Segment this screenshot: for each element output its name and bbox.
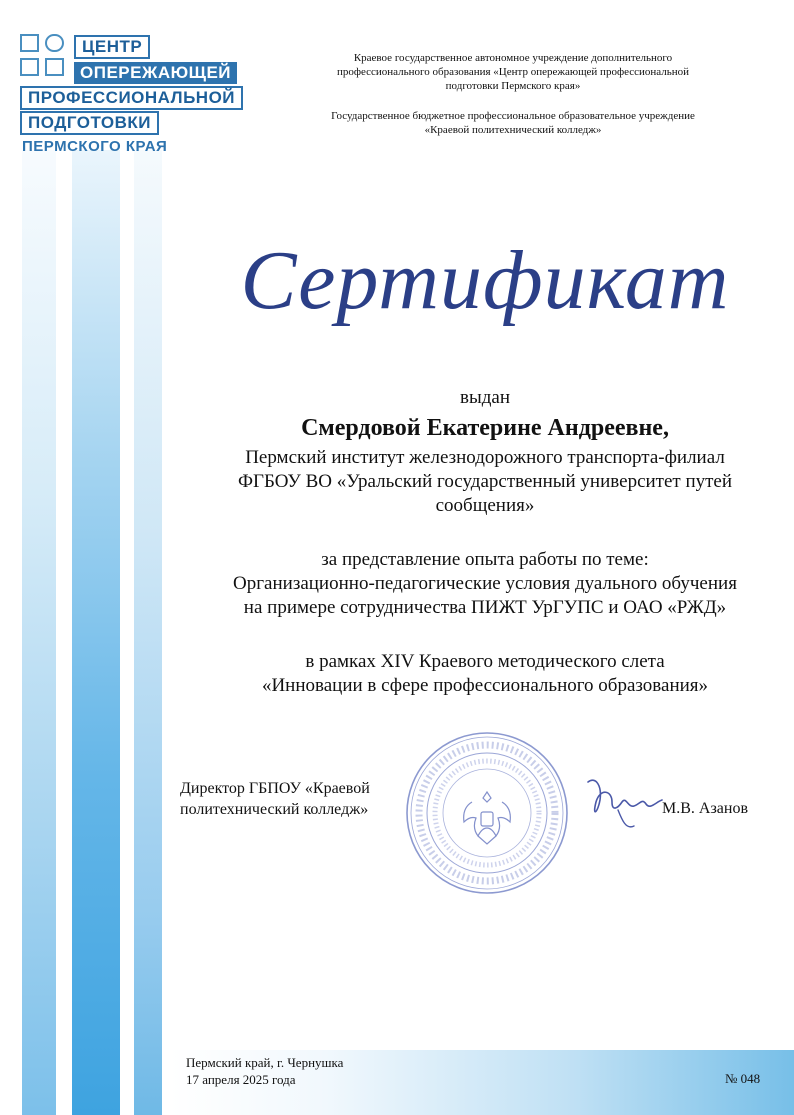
signer-position-line: политехнический колледж» <box>180 801 369 818</box>
copp-logo <box>20 34 270 159</box>
affiliation-line: сообщения» <box>435 495 535 516</box>
handwritten-signature-icon <box>582 772 672 836</box>
official-seal-icon <box>404 730 570 896</box>
footer-place: Пермский край, г. Чернушка <box>186 1055 344 1070</box>
organizer-2-line: Государственное бюджетное профессиональное образовательное учреждение <box>331 110 695 122</box>
footer-place-date <box>186 1054 343 1088</box>
affiliation-line: ФГБОУ ВО «Уральский государственный университет путей <box>237 471 733 492</box>
organizer-2-line: «Краевой политехнический колледж» <box>424 124 602 136</box>
copp-mark-icon <box>20 34 70 78</box>
organizer-1-line: подготовки Пермского края» <box>445 80 581 92</box>
decor-stripe-3 <box>134 150 162 1115</box>
signer-position <box>180 778 370 820</box>
logo-line-2: ОПЕРЕЖАЮЩЕЙ <box>74 62 237 84</box>
signer-position-line: Директор ГБПОУ «Краевой <box>180 780 370 797</box>
logo-line-5: ПЕРМСКОГО КРАЯ <box>22 138 168 155</box>
affiliation-line: Пермский институт железнодорожного транспорта-филиал <box>245 447 725 468</box>
decor-stripe-1 <box>22 150 56 1115</box>
organizer-1-line: Краевое государственное автономное учреждение дополнительного <box>353 52 673 64</box>
decor-stripe-2 <box>72 150 120 1115</box>
issued-label: выдан <box>459 387 510 408</box>
footer-date: 17 апреля 2025 года <box>186 1072 296 1087</box>
topic-line: за представление опыта работы по теме: <box>321 549 649 570</box>
event-block <box>180 650 790 698</box>
event-line: «Инновации в сфере профессионального образования» <box>261 675 709 696</box>
logo-line-4: ПОДГОТОВКИ <box>20 111 159 135</box>
topic-line: на примере сотрудничества ПИЖТ УрГУПС и ОАО «РЖД» <box>243 597 727 618</box>
certificate-title: Сертификат <box>240 234 730 327</box>
logo-line-1: ЦЕНТР <box>74 35 150 59</box>
topic-block <box>180 548 790 620</box>
certificate-number: № 048 <box>725 1071 761 1086</box>
organizer-2 <box>282 109 744 137</box>
organizer-1 <box>282 51 744 93</box>
logo-line-3: ПРОФЕССИОНАЛЬНОЙ <box>20 86 243 110</box>
topic-line: Организационно-педагогические условия дуального обучения <box>233 573 737 594</box>
signer-name: М.В. Азанов <box>662 800 748 817</box>
event-line: в рамках XIV Краевого методического слета <box>305 651 665 672</box>
recipient-affiliation <box>180 446 790 518</box>
organizer-1-line: профессионального образования «Центр опережающей профессиональной <box>336 66 690 78</box>
recipient-name: Смердовой Екатерине Андреевне, <box>301 415 669 441</box>
